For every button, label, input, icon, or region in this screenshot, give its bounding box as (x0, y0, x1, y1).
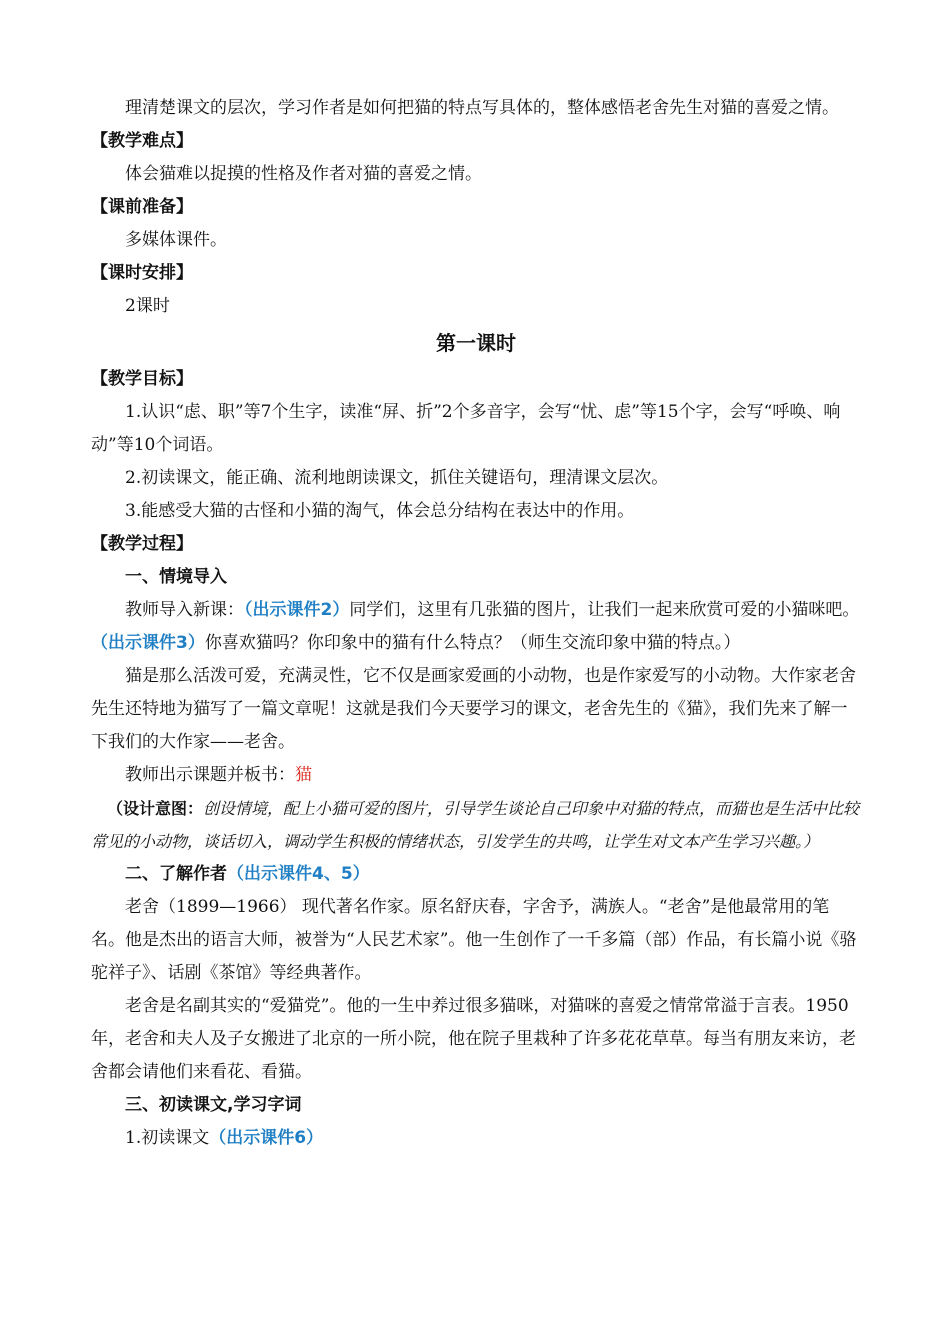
text: 二、了解作者 (125, 864, 227, 884)
slide-ref: （出示课件4、5） (227, 864, 370, 884)
section-1-paragraph-2: 猫是那么活泼可爱，充满灵性，它不仅是画家爱画的小动物，也是作家爱写的小动物。大作家老舍先生还特地为猫写了一篇文章呢！这就是我们今天要学习的课文，老舍先生的《猫》，我们先来了解一下我们的大作家——老舍。 (91, 666, 856, 752)
section-2-paragraph-2: 老舍是名副其实的“爱猫党”。他的一生中养过很多猫咪，对猫咪的喜爱之情常常溢于言表。1950年，老舍和夫人及子女搬进了北京的一所小院，他在院子里栽种了许多花花草草。每当有朋友来访，老舍都会请他们来看花、看猫。 (91, 996, 856, 1082)
heading-difficulty: 【教学难点】 (91, 131, 193, 151)
goal-item-3: 3.能感受大猫的古怪和小猫的淘气，体会总分结构在表达中的作用。 (125, 501, 635, 521)
heading-goals: 【教学目标】 (91, 369, 193, 389)
lesson-title: 第一课时 (436, 331, 516, 355)
paragraph-prep: 多媒体课件。 (125, 230, 227, 250)
text: 同学们，这里有几张猫的图片，让我们一起来欣赏可爱的小猫咪吧。 (349, 600, 860, 620)
design-intent (91, 792, 861, 858)
design-label: （设计意图： (107, 799, 204, 818)
slide-ref: （出示课件6） (209, 1128, 324, 1148)
goal-item-1: 1.认识“虑、职”等7个生字，读准“屏、折”2个多音字，会写“忧、虑”等15个字，会写“呼唤、响动”等10个词语。 (91, 402, 841, 455)
text: 你喜欢猫吗？你印象中的猫有什么特点？（师生交流印象中猫的特点。） (204, 633, 741, 653)
paragraph-schedule: 2课时 (125, 296, 170, 316)
section-2-paragraph-1: 老舍（1899—1966） 现代著名作家。原名舒庆春，字舍予，满族人。“老舍”是他最常用的笔名。他是杰出的语言大师，被誉为“人民艺术家”。他一生创作了一千多篇（部）作品，有长篇小说《骆驼祥子》、话剧《茶馆》等经典著作。 (91, 897, 857, 983)
section-2-title (91, 858, 861, 891)
section-1-paragraph-3 (91, 759, 861, 792)
text: 1.初读课文 (125, 1128, 210, 1148)
heading-process: 【教学过程】 (91, 534, 193, 554)
heading-prep: 【课前准备】 (91, 197, 193, 217)
design-text: 创设情境，配上小猫可爱的图片，引导学生谈论自己印象中对猫的特点，而猫也是生活中比较常见的小动物，谈话切入，调动学生积极的情绪状态，引发学生的共鸣，让学生对文本产生学习兴趣。） (91, 799, 860, 851)
paragraph-intro: 理清楚课文的层次，学习作者是如何把猫的特点写具体的，整体感悟老舍先生对猫的喜爱之情。 (125, 98, 839, 118)
text: 教师导入新课： (125, 600, 244, 620)
document-page (91, 92, 861, 1155)
heading-schedule: 【课时安排】 (91, 263, 193, 283)
board-writing: 猫 (295, 765, 312, 785)
slide-ref: （出示课件2） (244, 600, 350, 620)
section-3-paragraph-1 (91, 1122, 861, 1155)
paragraph-difficulty: 体会猫难以捉摸的性格及作者对猫的喜爱之情。 (125, 164, 482, 184)
slide-ref: （出示课件3） (91, 633, 205, 653)
text: 教师出示课题并板书： (125, 765, 295, 785)
section-3-title: 三、初读课文,学习字词 (125, 1095, 302, 1115)
section-1-paragraph-1 (91, 594, 861, 660)
goal-item-2: 2.初读课文，能正确、流利地朗读课文，抓住关键语句，理清课文层次。 (125, 468, 669, 488)
section-1-title: 一、情境导入 (125, 567, 227, 587)
